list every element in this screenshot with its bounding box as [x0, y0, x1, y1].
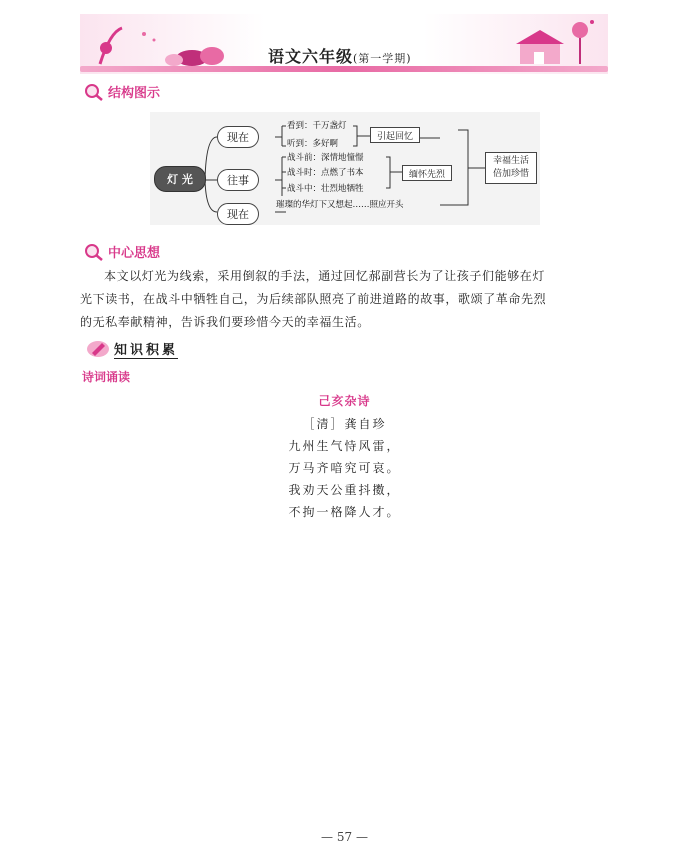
poem-line: 不拘一格降人才。 [288, 505, 401, 519]
mindmap-box-recall: 引起回忆 [370, 127, 420, 143]
poem-line: 万马齐喑究可哀。 [288, 461, 401, 475]
result-line: 幸福生活 [492, 156, 529, 166]
poem-author: ［清］龚自珍 [302, 417, 387, 431]
theme-line: 本文以灯光为线索，采用倒叙的手法，通过回忆郝副营长为了让孩子们能够在灯 [104, 269, 546, 283]
mindmap-leaf: 战斗中：壮烈地牺牲 [287, 184, 364, 194]
section-theme [84, 242, 160, 261]
mindmap-node-now: 现在 [217, 126, 259, 148]
magnifier-icon [84, 243, 104, 261]
section-title: 知识积累 [114, 339, 178, 359]
mindmap-leaf: 看到：千万盏灯 [287, 121, 347, 131]
section-title: 结构图示 [108, 86, 161, 101]
mindmap-root: 灯 光 [154, 166, 206, 192]
theme-line: 的无私奉献精神，告诉我们要珍惜今天的幸福生活。 [80, 315, 370, 329]
header-title [268, 44, 412, 67]
book-title: 语文六年级 [268, 47, 354, 66]
section-knowledge [86, 339, 178, 359]
poem-line: 九州生气恃风雷， [288, 439, 401, 453]
poem-line: 我劝天公重抖擞， [288, 483, 401, 497]
mindmap-node-past: 往事 [217, 169, 259, 191]
header-rule [80, 66, 608, 72]
section-title: 中心思想 [108, 246, 161, 261]
magnifier-icon [84, 83, 104, 101]
mindmap-box-result [485, 152, 537, 184]
section-structure [84, 82, 160, 101]
mindmap-leaf: 璀璨的华灯下又想起……照应开头 [276, 200, 404, 210]
poem-title: 己亥杂诗 [318, 394, 371, 408]
book-term: (第一学期) [353, 52, 412, 65]
pencil-badge-icon [86, 339, 110, 359]
theme-line: 光下读书，在战斗中牺牲自己，为后续部队照亮了前进道路的故事，歌颂了革命先烈 [80, 292, 547, 306]
mindmap-leaf: 战斗时：点燃了书本 [287, 168, 364, 178]
mindmap-leaf: 战斗前：深情地憧憬 [287, 153, 364, 163]
page-number: — 57 — [321, 830, 368, 844]
header-decoration-right [500, 14, 606, 70]
mindmap-leaf: 听到：多好啊 [287, 139, 339, 149]
result-line: 倍加珍惜 [492, 169, 529, 179]
header-decoration-left [84, 18, 234, 70]
mindmap-box-mourn: 缅怀先烈 [402, 165, 452, 181]
mindmap-node-now-again: 现在 [217, 203, 259, 225]
subsection-poetry: 诗词诵读 [82, 370, 131, 384]
